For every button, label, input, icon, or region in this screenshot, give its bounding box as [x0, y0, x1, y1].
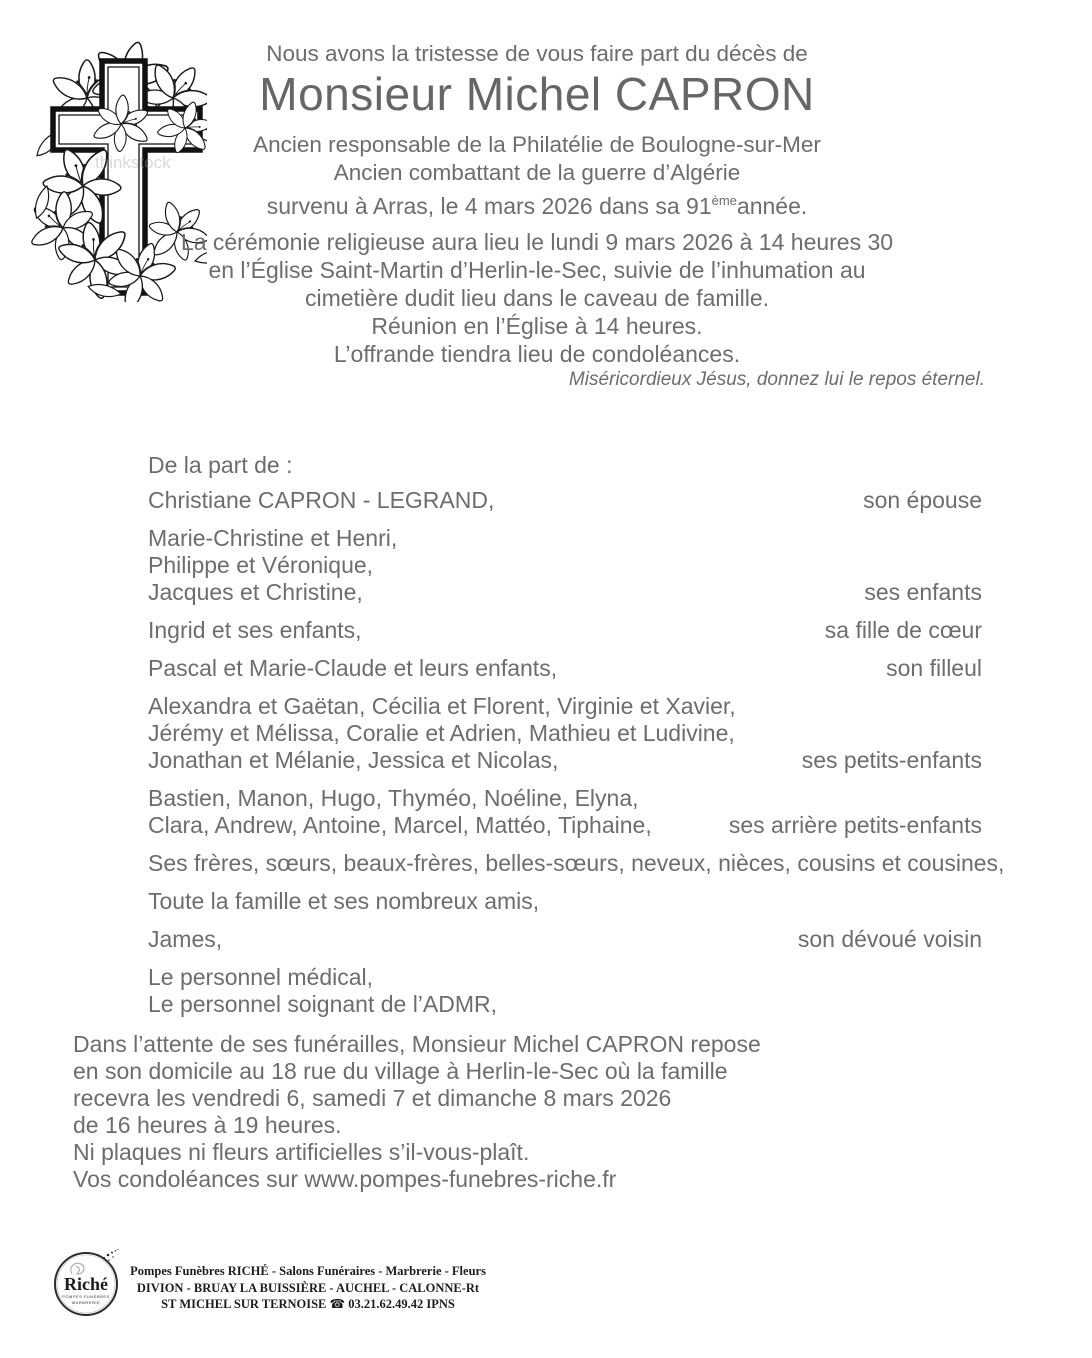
family-names-line: Bastien, Manon, Hugo, Thyméo, Noéline, Elyna, [148, 785, 639, 811]
death-date-text: survenu à Arras, le 4 mars 2026 dans sa 91 [266, 193, 712, 219]
offering-line: L’offrande tiendra lieu de condoléances. [333, 341, 741, 367]
logo-sub-2: MARBRERIE [71, 1300, 101, 1305]
family-entry [148, 850, 1005, 877]
phone-icon: ☎ [329, 1297, 346, 1311]
ceremony-paragraph [0, 228, 1074, 312]
family-entries [148, 487, 1005, 1018]
family-entry [148, 487, 982, 514]
logo-name: Riché [64, 1274, 108, 1294]
family-names-line: Alexandra et Gaëtan, Cécilia et Florent, Virginie et Xavier, [148, 693, 736, 719]
family-names [148, 926, 222, 953]
footer-phone-number: 03.21.62.49.42 IPNS [348, 1297, 455, 1311]
family-section [148, 452, 1005, 1029]
death-date-suffix: année. [736, 193, 808, 219]
family-names [148, 964, 497, 1018]
wake-line: Dans l’attente de ses funérailles, Monsieur Michel CAPRON repose [73, 1031, 761, 1057]
watermark-text: thinkstock [95, 153, 171, 172]
logo-sub-1: POMPES FUNÈBRES [62, 1294, 110, 1299]
family-relation: son dévoué voisin [797, 926, 982, 952]
closing-section [73, 1031, 1013, 1193]
family-relation: son épouse [863, 487, 982, 513]
family-relation: son filleul [886, 655, 982, 681]
family-names-line: Clara, Andrew, Antoine, Marcel, Mattéo, Tiphaine, [148, 812, 652, 838]
family-names-line: Christiane CAPRON - LEGRAND, [148, 487, 495, 513]
deceased-title-2: Ancien combattant de la guerre d’Algérie [333, 160, 741, 185]
family-heading: De la part de : [148, 452, 293, 478]
family-entry [148, 888, 982, 915]
family-entry [148, 926, 982, 953]
family-entry [148, 964, 982, 1018]
funeral-home-logo [52, 1248, 122, 1318]
wake-line: en son domicile au 18 rue du village à Herlin-le-Sec où la famille [73, 1058, 728, 1084]
family-entry [148, 525, 982, 606]
no-flowers-line: Ni plaques ni fleurs artificielles s’il-vous-plaît. [73, 1139, 530, 1165]
family-names [148, 617, 362, 644]
family-names-line: Philippe et Véronique, [148, 552, 374, 578]
footer-line-2: DIVION - BRUAY LA BUISSIÈRE - AUCHEL - CALONNE-Rt [136, 1280, 480, 1295]
family-names-line: Ses frères, sœurs, beaux-frères, belles-sœurs, neveux, nièces, cousins et cousines, [148, 850, 1005, 876]
family-names-line: James, [148, 926, 223, 952]
footer-line-3 [128, 1296, 488, 1313]
funeral-home-info [128, 1263, 488, 1313]
wake-line: de 16 heures à 19 heures. [73, 1112, 342, 1138]
family-names [148, 487, 494, 514]
prayer-line: Miséricordieux Jésus, donnez lui le repos éternel. [568, 369, 985, 390]
family-entry [148, 617, 982, 644]
ceremony-line: La cérémonie religieuse aura lieu le lundi 9 mars 2026 à 14 heures 30 [180, 229, 894, 255]
family-entry [148, 785, 982, 839]
family-relation: ses petits-enfants [801, 747, 982, 773]
family-names-line: Le personnel médical, [148, 964, 374, 990]
death-date-line [0, 187, 1074, 220]
family-entry [148, 693, 982, 774]
family-names-line: Ingrid et ses enfants, [148, 617, 362, 643]
family-names-line: Le personnel soignant de l’ADMR, [148, 991, 498, 1017]
deceased-title-1: Ancien responsable de la Philatélie de Boulogne-sur-Mer [253, 132, 821, 157]
family-names [148, 655, 557, 682]
wake-paragraph [73, 1031, 1013, 1139]
family-relation: ses enfants [864, 579, 982, 605]
footer-line-1: Pompes Funèbres RICHÉ - Salons Funéraires - Marbrerie - Fleurs [130, 1264, 486, 1278]
family-names [148, 525, 397, 606]
announcement-header [0, 40, 1092, 392]
family-names [148, 888, 539, 915]
family-names-line: Jonathan et Mélanie, Jessica et Nicolas, [148, 747, 559, 773]
family-names-line: Toute la famille et ses nombreux amis, [148, 888, 540, 914]
family-names-line: Pascal et Marie-Claude et leurs enfants, [148, 655, 558, 681]
family-names [148, 693, 736, 774]
family-names-line: Jacques et Christine, [148, 579, 363, 605]
family-names-line: Marie-Christine et Henri, [148, 525, 398, 551]
family-relation: sa fille de cœur [824, 617, 982, 643]
deceased-name: Monsieur Michel CAPRON [259, 68, 815, 120]
wake-line: recevra les vendredi 6, samedi 7 et dimanche 8 mars 2026 [73, 1085, 672, 1111]
intro-line: Nous avons la tristesse de vous faire part du décès de [266, 41, 808, 66]
family-relation: ses arrière petits-enfants [728, 812, 982, 838]
meeting-line: Réunion en l’Église à 14 heures. [371, 313, 703, 339]
ceremony-line: en l’Église Saint-Martin d’Herlin-le-Sec, suivie de l’inhumation au [208, 257, 866, 283]
family-names [148, 785, 652, 839]
condolences-line: Vos condoléances sur www.pompes-funebres-riche.fr [73, 1166, 617, 1192]
family-entry [148, 655, 982, 682]
footer-city: ST MICHEL SUR TERNOISE [161, 1297, 327, 1311]
family-names-line: Jérémy et Mélissa, Coralie et Adrien, Mathieu et Ludivine, [148, 720, 735, 746]
ordinal-superscript: ème [711, 193, 737, 208]
ceremony-line: cimetière dudit lieu dans le caveau de famille. [304, 285, 770, 311]
family-names [148, 850, 1004, 877]
